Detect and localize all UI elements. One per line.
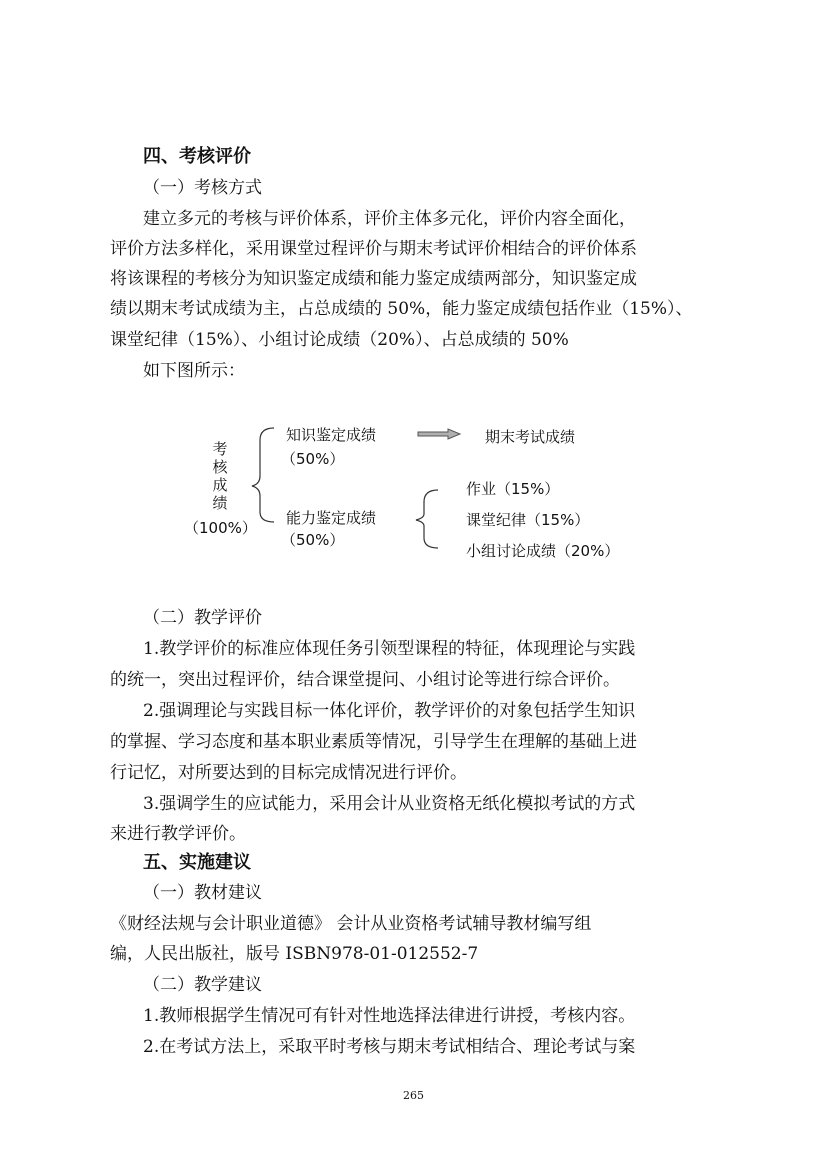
paragraph-line: 如下图所示： — [143, 361, 245, 381]
root-label: 考核成绩 — [212, 440, 228, 512]
discipline-label: 课堂纪律（15%） — [466, 511, 590, 529]
paragraph-line: 绩以期末考试成绩为主，占总成绩的 50%，能力鉴定成绩包括作业（15%）、 — [110, 299, 693, 319]
group-label: 小组讨论成绩（20%） — [466, 542, 620, 560]
paragraph-line: 《财经法规与会计职业道德》 会计从业资格考试辅导教材编写组 — [110, 914, 592, 934]
paragraph-line: 2.强调理论与实践目标一体化评价，教学评价的对象包括学生知识 — [143, 701, 636, 721]
paragraph-line: 来进行教学评价。 — [110, 824, 246, 844]
homework-label: 作业（15%） — [466, 480, 560, 498]
arrow-icon — [418, 429, 460, 439]
paragraph-line: 评价方法多样化，采用课堂过程评价与期末考试评价相结合的评价体系 — [110, 239, 637, 259]
ability-label: 能力鉴定成绩 — [286, 509, 377, 527]
subsection-4-2-title: （二）教学评价 — [143, 608, 262, 628]
paragraph-line: 的掌握、学习态度和基本职业素质等情况，引导学生在理解的基础上进 — [110, 732, 637, 752]
paragraph-line: 编，人民出版社，版号 ISBN978-01-012552-7 — [110, 944, 479, 964]
subsection-5-2-title: （二）教学建议 — [143, 975, 262, 995]
paragraph-line: 建立多元的考核与评价体系，评价主体多元化，评价内容全面化， — [143, 209, 636, 229]
knowledge-percent: （50%） — [281, 450, 345, 468]
final-exam-label: 期末考试成绩 — [485, 428, 576, 446]
root-percent: （100%） — [184, 519, 257, 537]
paragraph-line: 将该课程的考核分为知识鉴定成绩和能力鉴定成绩两部分，知识鉴定成 — [110, 269, 637, 289]
knowledge-label: 知识鉴定成绩 — [286, 426, 377, 444]
paragraph-line: 3.强调学生的应试能力，采用会计从业资格无纸化模拟考试的方式 — [143, 794, 636, 814]
right-brace — [416, 490, 438, 548]
subsection-4-1-title: （一）考核方式 — [143, 178, 262, 198]
paragraph-line: 1.教师根据学生情况可有针对性地选择法律进行讲授，考核内容。 — [143, 1006, 636, 1026]
subsection-5-1-title: （一）教材建议 — [143, 883, 262, 903]
ability-percent: （50%） — [281, 531, 345, 549]
assessment-diagram — [170, 418, 660, 568]
section-5-title: 五、实施建议 — [143, 852, 251, 873]
paragraph-line: 的统一，突出过程评价，结合课堂提问、小组讨论等进行综合评价。 — [110, 670, 620, 690]
section-4-title: 四、考核评价 — [143, 146, 251, 167]
paragraph-line: 1.教学评价的标准应体现任务引领型课程的特征，体现理论与实践 — [143, 639, 636, 659]
page-number: 265 — [403, 1089, 424, 1102]
paragraph-line: 行记忆，对所要达到的目标完成情况进行评价。 — [110, 763, 467, 783]
paragraph-line: 课堂纪律（15%）、小组讨论成绩（20%）、占总成绩的 50% — [110, 330, 569, 350]
left-brace — [252, 428, 274, 522]
paragraph-line: 2.在考试方法上，采取平时考核与期末考试相结合、理论考试与案 — [143, 1037, 636, 1057]
